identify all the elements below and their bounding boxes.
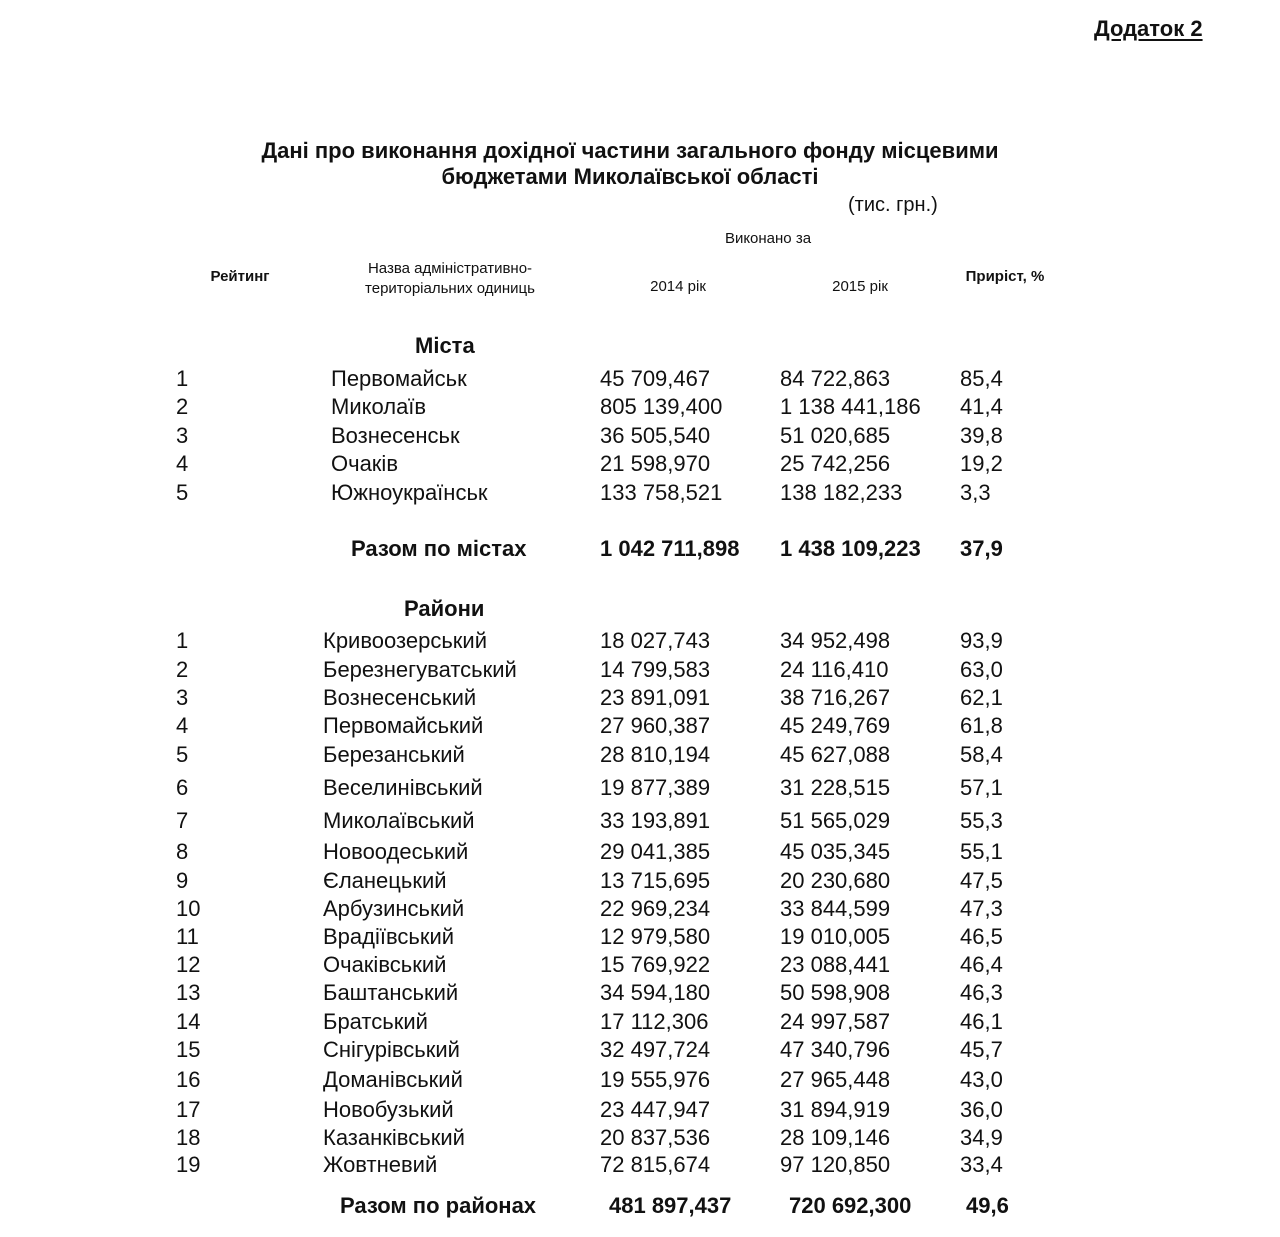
value-2015-cell: 38 716,267 [780, 685, 891, 710]
name-cell: Первомайськ [331, 366, 467, 391]
value-2014-cell: 19 555,976 [600, 1067, 711, 1092]
rank-cell: 8 [176, 839, 189, 864]
growth-cell: 55,1 [960, 839, 1003, 864]
rank-cell: 19 [176, 1152, 201, 1177]
value-2015-cell: 1 138 441,186 [780, 394, 921, 419]
appendix-label: Додаток 2 [1094, 16, 1203, 41]
name-cell: Веселинівський [323, 775, 483, 800]
cities-total-row [0, 536, 1280, 564]
value-2015-cell: 27 965,448 [780, 1067, 891, 1092]
name-cell: Вознесенськ [331, 423, 460, 448]
rank-cell: 3 [176, 685, 189, 710]
rank-cell: 7 [176, 808, 189, 833]
value-2015-cell: 50 598,908 [780, 980, 891, 1005]
rank-cell: 1 [176, 628, 189, 653]
value-2015-cell: 23 088,441 [780, 952, 891, 977]
header-name [320, 259, 580, 299]
value-2015-cell: 51 020,685 [780, 423, 891, 448]
table-row [0, 1009, 1280, 1037]
value-2014-cell: 20 837,536 [600, 1125, 711, 1150]
rank-cell: 4 [176, 451, 189, 476]
growth-cell: 46,1 [960, 1009, 1003, 1034]
value-2014-cell: 32 497,724 [600, 1037, 711, 1062]
rank-cell: 13 [176, 980, 201, 1005]
header-executed: Виконано за [724, 230, 812, 247]
value-2014-cell: 23 891,091 [600, 685, 711, 710]
growth-cell: 85,4 [960, 366, 1003, 391]
growth-cell: 47,3 [960, 896, 1003, 921]
value-2014-cell: 805 139,400 [600, 394, 723, 419]
name-cell: Жовтневий [323, 1152, 438, 1177]
total-2015: 720 692,300 [789, 1193, 912, 1218]
rank-cell: 9 [176, 868, 189, 893]
value-2014-cell: 34 594,180 [600, 980, 711, 1005]
value-2015-cell: 20 230,680 [780, 868, 891, 893]
value-2014-cell: 33 193,891 [600, 808, 711, 833]
name-cell: Казанківський [323, 1125, 465, 1150]
name-cell: Братський [323, 1009, 428, 1034]
table-row [0, 657, 1280, 685]
total-2015: 1 438 109,223 [780, 536, 921, 561]
value-2014-cell: 14 799,583 [600, 657, 711, 682]
value-2014-cell: 13 715,695 [600, 868, 711, 893]
name-cell: Вознесенський [323, 685, 477, 710]
table-row [0, 394, 1280, 422]
growth-cell: 33,4 [960, 1152, 1003, 1177]
header-name-line2: територіальних одиниць [365, 280, 535, 297]
header-rank: Рейтинг [210, 268, 270, 285]
rank-cell: 15 [176, 1037, 201, 1062]
table-row [0, 451, 1280, 479]
name-cell: Миколаївський [323, 808, 475, 833]
table-row [0, 1037, 1280, 1065]
name-cell: Березнегуватський [323, 657, 517, 682]
value-2014-cell: 36 505,540 [600, 423, 711, 448]
name-cell: Доманівський [323, 1067, 463, 1092]
value-2014-cell: 19 877,389 [600, 775, 711, 800]
section-title-cities: Міста [415, 333, 475, 358]
value-2014-cell: 72 815,674 [600, 1152, 711, 1177]
value-2014-cell: 17 112,306 [600, 1009, 709, 1034]
growth-cell: 61,8 [960, 713, 1003, 738]
total-growth: 37,9 [960, 536, 1003, 561]
value-2015-cell: 97 120,850 [780, 1152, 891, 1177]
rank-cell: 10 [176, 896, 201, 921]
growth-cell: 19,2 [960, 451, 1003, 476]
growth-cell: 93,9 [960, 628, 1003, 653]
name-cell: Очаків [331, 451, 399, 476]
value-2014-cell: 133 758,521 [600, 480, 723, 505]
growth-cell: 45,7 [960, 1037, 1003, 1062]
header-2014: 2014 рік [650, 278, 706, 295]
name-cell: Новоодеський [323, 839, 469, 864]
rank-cell: 6 [176, 775, 189, 800]
table-row [0, 628, 1280, 656]
table-row [0, 952, 1280, 980]
header-2015: 2015 рік [832, 278, 888, 295]
value-2014-cell: 18 027,743 [600, 628, 711, 653]
rank-cell: 11 [176, 924, 199, 949]
rank-cell: 2 [176, 394, 189, 419]
value-2015-cell: 28 109,146 [780, 1125, 891, 1150]
rank-cell: 4 [176, 713, 189, 738]
total-2014: 1 042 711,898 [600, 536, 740, 561]
growth-cell: 46,4 [960, 952, 1003, 977]
growth-cell: 39,8 [960, 423, 1003, 448]
name-cell: Миколаїв [331, 394, 427, 419]
value-2014-cell: 45 709,467 [600, 366, 711, 391]
value-2015-cell: 31 228,515 [780, 775, 891, 800]
table-row [0, 480, 1280, 508]
name-cell: Первомайський [323, 713, 484, 738]
table-row [0, 808, 1280, 836]
value-2014-cell: 23 447,947 [600, 1097, 711, 1122]
table-row [0, 775, 1280, 803]
section-title-districts: Райони [404, 596, 485, 621]
document-title-line1: Дані про виконання дохідної частини загального фонду місцевими [261, 138, 999, 163]
districts-total-row [0, 1193, 1280, 1221]
table-row [0, 868, 1280, 896]
name-cell: Арбузинський [323, 896, 465, 921]
header-name-line1: Назва адміністративно- [367, 260, 533, 277]
rank-cell: 16 [176, 1067, 201, 1092]
growth-cell: 57,1 [960, 775, 1003, 800]
units-label: (тис. грн.) [848, 194, 938, 216]
value-2015-cell: 24 116,410 [780, 657, 889, 682]
growth-cell: 58,4 [960, 742, 1003, 767]
growth-cell: 62,1 [960, 685, 1003, 710]
name-cell: Кривоозерський [323, 628, 487, 653]
total-label: Разом по містах [351, 536, 527, 561]
growth-cell: 41,4 [960, 394, 1003, 419]
value-2014-cell: 22 969,234 [600, 896, 711, 921]
value-2014-cell: 27 960,387 [600, 713, 711, 738]
value-2015-cell: 19 010,005 [780, 924, 891, 949]
name-cell: Березанський [323, 742, 465, 767]
table-row [0, 839, 1280, 867]
total-label: Разом по районах [340, 1193, 537, 1218]
value-2015-cell: 45 035,345 [780, 839, 891, 864]
value-2015-cell: 47 340,796 [780, 1037, 891, 1062]
value-2015-cell: 138 182,233 [780, 480, 903, 505]
header-growth: Приріст, % [965, 268, 1045, 285]
rank-cell: 18 [176, 1125, 201, 1150]
table-row [0, 980, 1280, 1008]
name-cell: Южноукраїнськ [331, 480, 488, 505]
table-row [0, 1152, 1280, 1180]
table-row [0, 423, 1280, 451]
document-title-line2: бюджетами Миколаївської області [441, 164, 819, 189]
total-2014: 481 897,437 [609, 1193, 732, 1218]
value-2014-cell: 28 810,194 [600, 742, 711, 767]
rank-cell: 17 [176, 1097, 201, 1122]
value-2014-cell: 12 979,580 [600, 924, 711, 949]
growth-cell: 46,3 [960, 980, 1003, 1005]
table-row [0, 713, 1280, 741]
rank-cell: 2 [176, 657, 189, 682]
table-row [0, 924, 1280, 952]
growth-cell: 63,0 [960, 657, 1003, 682]
name-cell: Баштанський [323, 980, 459, 1005]
growth-cell: 47,5 [960, 868, 1003, 893]
growth-cell: 46,5 [960, 924, 1003, 949]
rank-cell: 12 [176, 952, 201, 977]
growth-cell: 3,3 [960, 480, 991, 505]
value-2014-cell: 29 041,385 [600, 839, 711, 864]
value-2014-cell: 15 769,922 [600, 952, 711, 977]
table-row [0, 685, 1280, 713]
value-2015-cell: 34 952,498 [780, 628, 891, 653]
growth-cell: 34,9 [960, 1125, 1003, 1150]
value-2015-cell: 33 844,599 [780, 896, 891, 921]
name-cell: Новобузький [323, 1097, 454, 1122]
rank-cell: 5 [176, 480, 189, 505]
name-cell: Очаківський [323, 952, 447, 977]
growth-cell: 43,0 [960, 1067, 1003, 1092]
rank-cell: 3 [176, 423, 189, 448]
table-row [0, 1067, 1280, 1095]
name-cell: Снігурівський [323, 1037, 460, 1062]
table-row [0, 896, 1280, 924]
table-row [0, 742, 1280, 770]
value-2015-cell: 24 997,587 [780, 1009, 891, 1034]
table-row [0, 1125, 1280, 1153]
value-2015-cell: 84 722,863 [780, 366, 891, 391]
growth-cell: 36,0 [960, 1097, 1003, 1122]
value-2015-cell: 51 565,029 [780, 808, 891, 833]
table-row [0, 366, 1280, 394]
value-2015-cell: 45 249,769 [780, 713, 891, 738]
rank-cell: 5 [176, 742, 189, 767]
name-cell: Єланецький [323, 868, 447, 893]
name-cell: Врадіївський [323, 924, 455, 949]
rank-cell: 14 [176, 1009, 201, 1034]
rank-cell: 1 [176, 366, 189, 391]
value-2015-cell: 45 627,088 [780, 742, 891, 767]
total-growth: 49,6 [966, 1193, 1009, 1218]
table-row [0, 1097, 1280, 1125]
value-2015-cell: 31 894,919 [780, 1097, 891, 1122]
growth-cell: 55,3 [960, 808, 1003, 833]
value-2015-cell: 25 742,256 [780, 451, 891, 476]
value-2014-cell: 21 598,970 [600, 451, 711, 476]
